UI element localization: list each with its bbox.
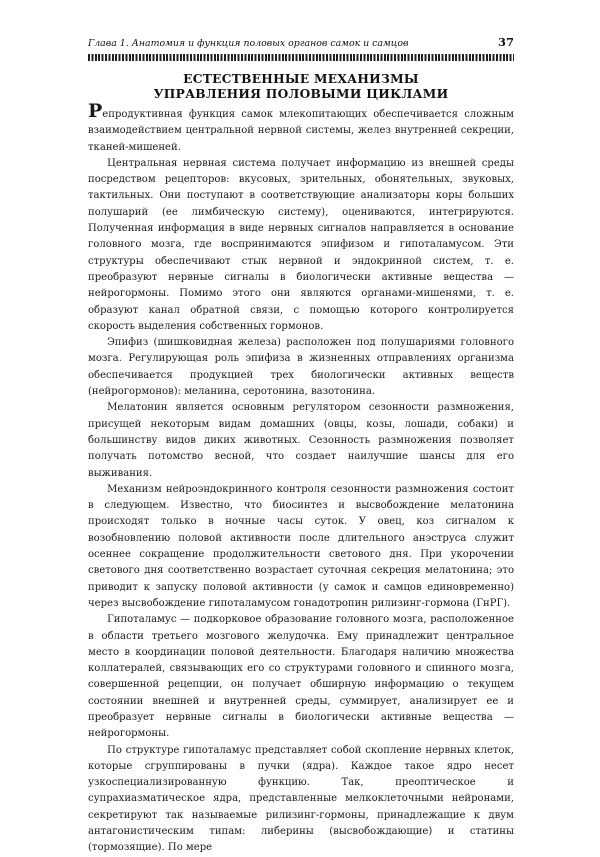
header-rule <box>88 54 514 61</box>
paragraph-4: Мелатонин является основным регулятором сезонности размножения, присущей некоторым видам домашних (овцы, козы, лошади, собаки) и большинству видов диких животных. Сезонность размножения позволяет получать потомство весной, что создает наилучшие шансы для его выживания. <box>88 402 514 479</box>
section-title-line-2: УПРАВЛЕНИЯ ПОЛОВЫМИ ЦИКЛАМИ <box>153 87 449 101</box>
section-title-line-1: ЕСТЕСТВЕННЫЕ МЕХАНИЗМЫ <box>183 72 419 86</box>
paragraph-1 <box>88 100 514 156</box>
running-header <box>88 34 514 52</box>
body-text <box>88 100 514 857</box>
paragraph-5: Механизм нейроэндокринного контроля сезонности размножения состоит в следующем. Известно, что биосинтез и высвобождение мелатонина происходят только в ночные часы суток. У овец, коз сигналом к возобновлению половой активности после длительного анэструса служит осеннее сокращение продолжительности светового дня. При укорочении светового дня соответственно возрастает суточная секреция мелатонина; это приводит к запуску половой активности (у самок и самцов единовременно) через высвобождение гипоталамусом гонадотропин рилизинг-гормона (ГнРГ). <box>88 483 514 609</box>
paragraph-7: По структуре гипоталамус представляет собой скопление нервных клеток, которые сгруппированы в пучки (ядра). Каждое такое ядро несет узкоспециализированную функцию. Так, преоптическое и супрахиазматическое ядра, представленные мелкоклеточными нейронами, секретируют так называемые рилизинг-гормоны, принадлежащие к двум антагонистическим типам: либерины (высвобождающие) и статины (тормозящие). По мере <box>88 744 514 854</box>
paragraph-3: Эпифиз (шишковидная железа) расположен под полушариями головного мозга. Регулирующая роль эпифиза в жизненных отправлениях организма обеспечивается продукцией трех биологически активных веществ (нейрогормонов): меланина, серотонина, вазотонина. <box>88 337 514 398</box>
paragraph-2: Центральная нервная система получает информацию из внешней среды посредством рецепторов: вкусовых, зрительных, обонятельных, звуковых, тактильных. Они поступают в соответствующие анализаторы коры больших полушарий (ее лимбическую систему), оцениваются, интегрируются. Полученная информация в виде нервных сигналов направляется в основание головного мозга, где воспринимаются эпифизом и гипоталамусом. Эти структуры обеспечивают стык нервной и эндокринной систем, т. е. преобразуют нервные сигналы в биологически активные вещества — нейрогормоны. Помимо этого они являются органами-мишенями, т. е. образуют канал обратной связи, с помощью которого контролируется скорость выделения собственных гормонов. <box>88 157 514 332</box>
paragraph-6: Гипоталамус — подкорковое образование головного мозга, расположенное в области третьего мозгового желудочка. Ему принадлежит центральное место в координации половой деятельности. Благодаря наличию множества коллатералей, связывающих его со структурами головного и спинного мозга, совершенной рецепции, он получает обширную информацию о текущем состоянии внешней и внутренней среды, суммирует, анализирует ее и преобразует нервные сигналы в биологически активные вещества — нейрогормоны. <box>88 614 514 740</box>
page-number: 37 <box>497 35 514 49</box>
paragraph-1-text: епродуктивная функция самок млекопитающих обеспечивается сложным взаимодействием центральной нервной системы, желез внутренней секреции, тканей-мишеней. <box>88 109 514 153</box>
drop-cap: Р <box>88 100 103 122</box>
running-title: Глава 1. Анатомия и функция половых органов самок и самцов <box>88 38 409 49</box>
section-heading <box>88 72 514 102</box>
